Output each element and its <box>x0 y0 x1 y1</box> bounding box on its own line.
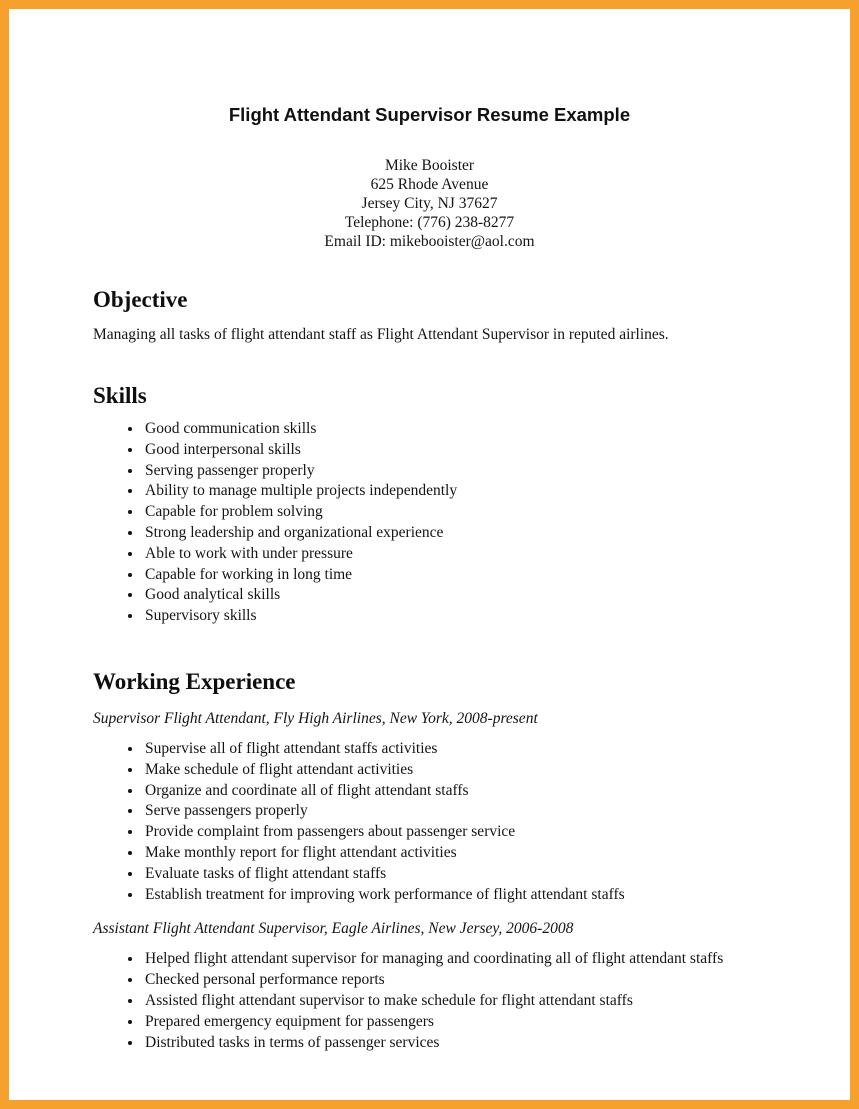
skills-heading: Skills <box>93 383 147 408</box>
duty-item: • Distributed tasks in terms of passenger services <box>143 1033 766 1054</box>
skill-item: • Capable for working in long time <box>143 565 766 586</box>
skill-item: • Able to work with under pressure <box>143 544 766 565</box>
job-duties-list <box>93 739 766 905</box>
job-duties-list <box>93 949 766 1053</box>
contact-line: Telephone: (776) 238-8277 <box>344 214 515 231</box>
contact-line: 625 Rhode Avenue <box>370 176 489 193</box>
skill-item: • Capable for problem solving <box>143 502 766 523</box>
duty-item: • Prepared emergency equipment for passengers <box>143 1012 766 1033</box>
objective-text: Managing all tasks of flight attendant staff as Flight Attendant Supervisor in reputed airlines. <box>93 326 669 343</box>
page-title: Flight Attendant Supervisor Resume Example <box>228 104 631 125</box>
contact-line: Mike Booister <box>384 157 475 174</box>
skill-item: • Good analytical skills <box>143 585 766 606</box>
contact-block <box>93 156 766 251</box>
skill-item: • Strong leadership and organizational experience <box>143 523 766 544</box>
objective-heading: Objective <box>93 287 188 312</box>
duty-item: • Evaluate tasks of flight attendant staffs <box>143 864 766 885</box>
job-title: Assistant Flight Attendant Supervisor, Eagle Airlines, New Jersey, 2006-2008 <box>93 920 574 938</box>
duty-item: • Provide complaint from passengers about passenger service <box>143 822 766 843</box>
duty-item: • Make monthly report for flight attendant activities <box>143 843 766 864</box>
job-block-1 <box>93 709 766 905</box>
duty-item: • Establish treatment for improving work performance of flight attendant staffs <box>143 885 766 906</box>
duty-item: • Checked personal performance reports <box>143 970 766 991</box>
job-block-2 <box>93 919 766 1053</box>
job-title: Supervisor Flight Attendant, Fly High Airlines, New York, 2008-present <box>93 709 538 727</box>
skill-item: • Ability to manage multiple projects independently <box>143 481 766 502</box>
experience-heading: Working Experience <box>93 668 296 694</box>
resume-document <box>9 104 850 1053</box>
duty-item: • Make schedule of flight attendant activities <box>143 760 766 781</box>
skill-item: • Good interpersonal skills <box>143 440 766 461</box>
duty-item: • Serve passengers properly <box>143 801 766 822</box>
skill-item: • Good communication skills <box>143 419 766 440</box>
skill-item: • Serving passenger properly <box>143 461 766 482</box>
contact-line: Email ID: mikebooister@aol.com <box>324 233 535 250</box>
duty-item: • Helped flight attendant supervisor for managing and coordinating all of flight attendant staffs <box>143 949 766 970</box>
duty-item: • Organize and coordinate all of flight attendant staffs <box>143 781 766 802</box>
duty-item: • Supervise all of flight attendant staffs activities <box>143 739 766 760</box>
skill-item: • Supervisory skills <box>143 606 766 627</box>
contact-line: Jersey City, NJ 37627 <box>361 195 498 212</box>
skills-list <box>93 419 766 627</box>
duty-item: • Assisted flight attendant supervisor to make schedule for flight attendant staffs <box>143 991 766 1012</box>
